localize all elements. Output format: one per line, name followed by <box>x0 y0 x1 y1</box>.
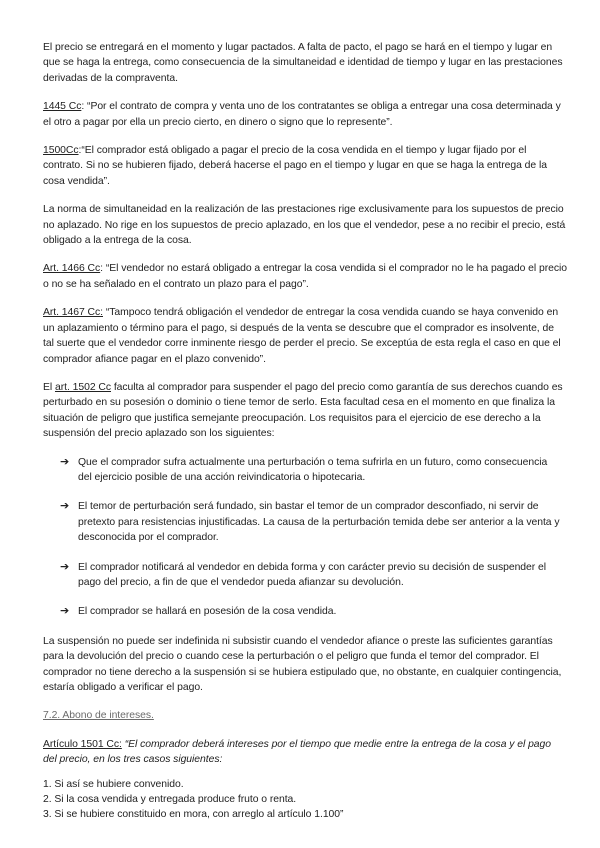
list-item <box>43 560 567 591</box>
paragraph-text: :“El comprador está obligado a pagar el precio de la cosa vendida en el tiempo y lugar fijado por el contrato. Si no se hubieren fijado, deberá hacerse el pago en el tiempo y lugar en que se haga la entrega de la cosa vendida”. <box>43 145 547 187</box>
paragraph-art-1501 <box>43 737 567 768</box>
list-item: 1. Si así se hubiere convenido. <box>43 778 184 790</box>
arrow-bullet-icon: ➔ <box>60 500 70 513</box>
list-item-text: Que el comprador sufra actualmente una perturbación o tema sufrirla en un futuro, como consecuencia del ejercicio posible de una acción reivindicatoria o hipotecaria. <box>78 456 548 483</box>
paragraph-text: La norma de simultaneidad en la realización de las prestaciones rige exclusivamente para los supuestos de precio no aplazado. No rige en los supuestos de precio aplazado, en los que el vendedor, pese a no recibir el precio, está obligado a la entrega de la cosa. <box>43 204 566 247</box>
paragraph-text: : “El vendedor no estará obligado a entregar la cosa vendida si el comprador no le ha pagado el precio o no se ha señalado en el contrato un plazo para el pago”. <box>43 263 567 290</box>
article-1467-reference: Art. 1467 Cc: <box>43 307 103 319</box>
document-page <box>43 40 567 823</box>
arrow-bullet-icon: ➔ <box>60 560 70 573</box>
paragraph-art-1445 <box>43 99 567 130</box>
paragraph-art-1467 <box>43 305 567 367</box>
list-item-text: El comprador se hallará en posesión de la cosa vendida. <box>78 606 337 618</box>
article-1501-reference: Artículo 1501 Cc: <box>43 738 122 750</box>
paragraph-suspension-limits <box>43 634 567 696</box>
list-item-text: El temor de perturbación será fundado, sin bastar el temor de un comprador desconfiado, ni servir de pretexto para resistencias injustificadas. La causa de la perturbación temida debe ser anterior a la venta y desconocida por el comprador. <box>78 501 560 544</box>
section-heading-interest: 7.2. Abono de intereses. <box>43 710 154 722</box>
paragraph-text-prefix: El <box>43 381 55 393</box>
arrow-bullet-icon: ➔ <box>60 455 70 468</box>
paragraph-text: La suspensión no puede ser indefinida ni subsistir cuando el vendedor afiance o preste las suficientes garantías para la devolución del precio o cuando cese la perturbación o el peligro que funda el temor del comprador. El comprador no tiene derecho a la suspensión si se hubiera estipulado que, no obstante, en cualquier contingencia, estaría obligado a verificar el pago. <box>43 635 562 693</box>
list-item <box>43 455 567 486</box>
paragraph-text: faculta al comprador para suspender el pago del precio como garantía de sus derechos cuando es perturbado en su posesión o dominio o tiene temor de serlo. Esta facultad cesa en el momento en que finaliza la situación de peligro que justifica semejante preocupación. Los requisitos para el ejercicio de ese derecho a la suspensión del precio aplazado son los siguientes: <box>43 381 563 440</box>
list-item: 3. Si se hubiere constituido en mora, con arreglo al artículo 1.100” <box>43 809 344 821</box>
paragraph-text: “El comprador deberá intereses por el tiempo que medie entre la entrega de la cosa y el pago del precio, en los tres casos siguientes: <box>43 738 551 766</box>
list-item <box>43 499 567 545</box>
requirements-list <box>43 455 567 620</box>
arrow-bullet-icon: ➔ <box>60 605 70 618</box>
paragraph-price-delivery <box>43 40 567 86</box>
list-item: 2. Si la cosa vendida y entregada produce fruto o renta. <box>43 794 297 806</box>
paragraph-art-1500 <box>43 143 567 189</box>
paragraph-text: : “Por el contrato de compra y venta uno de los contratantes se obliga a entregar una cosa determinada y el otro a pagar por ella un precio cierto, en dinero o signo que lo represente”. <box>43 101 561 128</box>
list-item <box>43 604 567 619</box>
article-1500-reference: 1500Cc <box>43 145 79 157</box>
article-1502-reference: art. 1502 Cc <box>54 381 111 393</box>
article-1445-reference: 1445 Cc <box>43 101 82 113</box>
article-1466-reference: Art. 1466 Cc <box>43 263 101 275</box>
paragraph-text: “Tampoco tendrá obligación el vendedor de entregar la cosa vendida cuando se haya convenido en un aplazamiento o término para el pago, si después de la venta se descubre que el comprador es insolvente, de tal suerte que el vendedor corre inminente riesgo de perder el precio. Se exceptúa de esta regla el caso en que el comprador afiance pagar en el plazo convenido”. <box>43 307 561 365</box>
paragraph-art-1466 <box>43 261 567 292</box>
paragraph-art-1502 <box>43 380 567 442</box>
list-item-text: El comprador notificará al vendedor en debida forma y con carácter previo su decisión de suspender el pago del precio, a fin de que el vendedor pueda afianzar su devolución. <box>78 561 546 588</box>
paragraph-text: El precio se entregará en el momento y lugar pactados. A falta de pacto, el pago se hará en el tiempo y lugar en que se haga la entrega, como consecuencia de la simultaneidad e identidad de tiempo y lugar en las prestaciones derivadas de la compraventa. <box>43 42 563 84</box>
interest-cases-list <box>43 777 567 823</box>
paragraph-simultaneity <box>43 202 567 248</box>
